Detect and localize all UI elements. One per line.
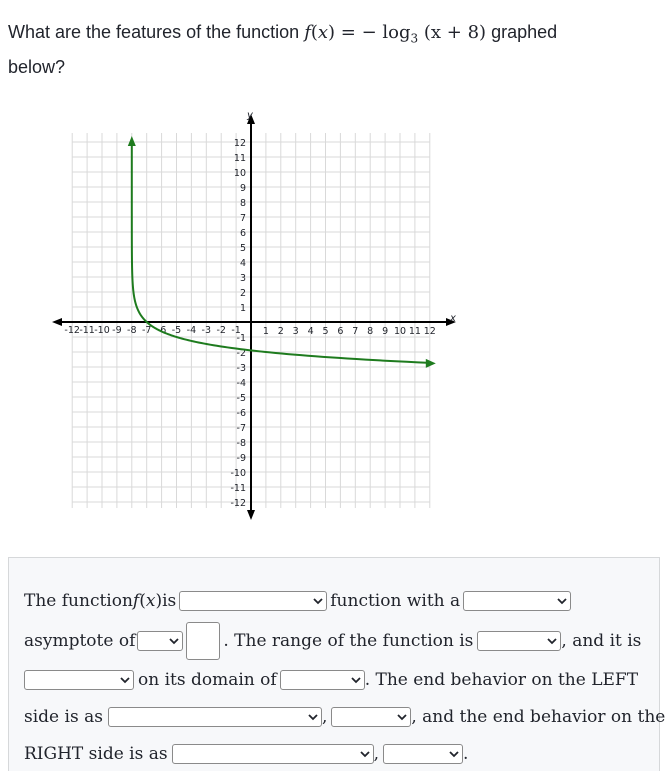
chevron-down-icon	[557, 596, 567, 606]
x-tick-label: 3	[292, 326, 299, 337]
x-tick-label: -9	[112, 325, 122, 336]
y-tick-label: 11	[233, 153, 246, 164]
chevron-down-icon	[360, 749, 370, 759]
y-tick-label: 4	[239, 258, 246, 269]
x-axis-left-arrow	[52, 318, 62, 326]
chevron-down-icon	[449, 749, 459, 759]
y-tick-label: 6	[239, 228, 246, 239]
y-tick-label: 8	[239, 198, 246, 209]
y-tick-label: -4	[236, 378, 246, 389]
question-text	[8, 18, 648, 81]
x-tick-label: 8	[367, 326, 374, 337]
monotonicity-dropdown[interactable]	[24, 670, 134, 690]
y-tick-label: -3	[236, 363, 246, 374]
y-tick-label: -8	[236, 438, 246, 449]
x-axis-label: x	[450, 313, 456, 324]
x-tick-label: -1	[231, 325, 241, 336]
y-tick-label: 2	[239, 288, 246, 299]
y-tick-label: 12	[233, 138, 246, 149]
y-tick-label: -10	[230, 468, 246, 479]
function-graph	[50, 108, 460, 524]
chevron-down-icon	[547, 636, 557, 646]
x-tick-label: 1	[262, 326, 269, 337]
question-suffix: graphed	[486, 22, 558, 42]
domain-dropdown[interactable]	[280, 670, 365, 690]
answer-panel	[8, 557, 666, 771]
x-tick-label: -12	[64, 325, 80, 336]
x-tick-label: -4	[186, 325, 197, 336]
right-end-behavior-y-dropdown[interactable]	[383, 744, 463, 764]
y-tick-label: -5	[236, 393, 246, 404]
x-tick-label: 4	[307, 326, 314, 337]
left-end-behavior-x-dropdown[interactable]	[108, 707, 322, 727]
answer-line-3: on its domain of . The end behavior on the LEFT	[24, 667, 638, 693]
x-tick-label: -10	[94, 325, 110, 336]
x-tick-label: -8	[127, 325, 137, 336]
asymptote-value-input[interactable]	[186, 622, 220, 660]
curve-right-arrow	[426, 359, 436, 368]
question-prefix: What are the features of the function	[8, 22, 305, 42]
chevron-down-icon	[169, 636, 179, 646]
curve-top-arrow	[128, 136, 136, 146]
question-line2: below?	[8, 56, 66, 77]
x-tick-label: 2	[277, 326, 284, 337]
y-tick-label: -9	[236, 453, 246, 464]
y-tick-label: -12	[230, 498, 246, 509]
answer-line-5: RIGHT side is as , .	[24, 744, 469, 764]
y-tick-label: 10	[233, 168, 246, 179]
chevron-down-icon	[308, 712, 318, 722]
y-tick-label: -2	[236, 348, 246, 359]
func-notation: f(x)	[132, 591, 163, 611]
graph-axes	[52, 114, 456, 520]
y-tick-label: 1	[239, 303, 246, 314]
y-tick-label: 7	[239, 213, 246, 224]
graph-tick-labels	[64, 110, 456, 509]
y-axis-label: y	[247, 110, 253, 121]
y-tick-label: 3	[239, 273, 246, 284]
y-tick-label: -6	[236, 408, 246, 419]
answer-line-4: side is as , , and the end behavior on the	[24, 707, 666, 727]
x-tick-label: 5	[322, 326, 329, 337]
question-math: f(x) = − $\log_3 (x + 8)$	[304, 22, 487, 46]
range-dropdown[interactable]	[477, 631, 561, 651]
x-tick-label: 9	[382, 326, 389, 337]
answer-line-1: The function f(x) is function with a	[24, 588, 571, 614]
y-axis-bottom-arrow	[247, 510, 255, 520]
x-tick-label: -5	[171, 325, 182, 336]
asymptote-variable-dropdown[interactable]	[137, 631, 183, 651]
x-tick-label: -6	[156, 325, 167, 336]
x-tick-label: -3	[201, 325, 212, 336]
y-tick-label: 5	[239, 243, 246, 254]
x-tick-label: 10	[393, 326, 407, 337]
y-tick-label: -7	[236, 423, 246, 434]
x-tick-label: 12	[423, 326, 436, 337]
x-tick-label: 11	[408, 326, 421, 337]
chevron-down-icon	[397, 712, 407, 722]
function-type-dropdown[interactable]	[179, 591, 327, 611]
chevron-down-icon	[120, 675, 130, 685]
y-tick-label: 9	[239, 183, 246, 194]
answer-line-2: asymptote of . The range of the function is , and it is	[24, 628, 641, 654]
y-tick-label: -1	[236, 333, 246, 344]
left-end-behavior-y-dropdown[interactable]	[331, 707, 411, 727]
y-tick-label: -11	[230, 483, 246, 494]
chevron-down-icon	[313, 596, 323, 606]
x-tick-label: -7	[141, 325, 152, 336]
x-tick-label: 7	[352, 326, 359, 337]
x-tick-label: -2	[216, 325, 226, 336]
x-tick-label: -11	[79, 325, 95, 336]
x-tick-label: 6	[337, 326, 344, 337]
asymptote-type-dropdown[interactable]	[463, 591, 571, 611]
right-end-behavior-x-dropdown[interactable]	[172, 744, 374, 764]
chevron-down-icon	[351, 675, 361, 685]
